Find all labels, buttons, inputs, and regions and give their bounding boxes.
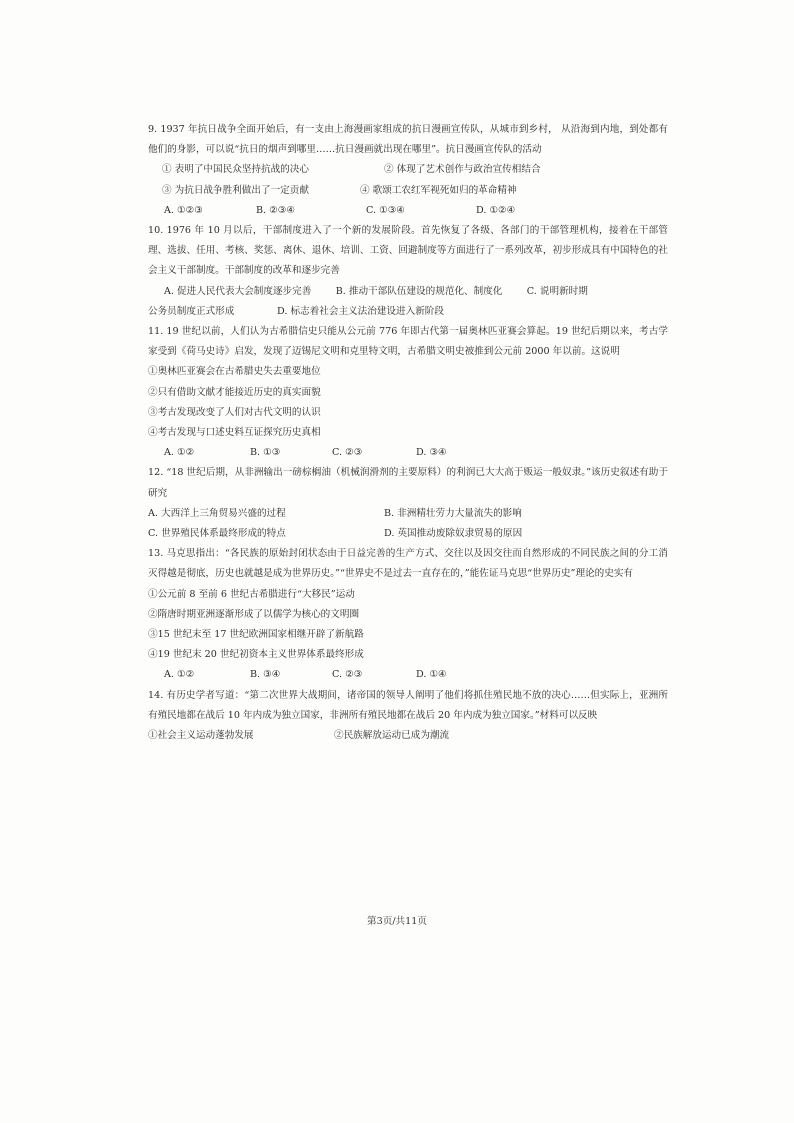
option-d: D. 英国推动废除奴隶贸易的原因 xyxy=(384,528,523,540)
option-a: A. 大西洋上三角贸易兴盛的过程 xyxy=(148,507,286,519)
statement-row xyxy=(148,160,668,180)
question-list xyxy=(148,120,668,746)
question-stem: 9. 1937 年抗日战争全面开始后，有一支由上海漫画家组成的抗日漫画宣传队，从城市到乡村， 从沿海到内地，到处都有他们的身影，可以说“抗日的烟声到哪里……抗日漫画就出现在哪里”。抗日漫画宣传队的活动 xyxy=(148,124,668,156)
question-12 xyxy=(148,463,668,544)
question-13 xyxy=(148,544,668,685)
statement: ④19 世纪末 20 世纪初资本主义世界体系最终形成 xyxy=(148,649,364,661)
statement-row xyxy=(148,726,668,746)
statement: ②民族解放运动已成为潮流 xyxy=(334,730,450,742)
option-b: B. 非洲精壮劳力大量流失的影响 xyxy=(384,507,522,519)
question-stem: 11. 19 世纪以前，人们认为古希腊信史只能从公元前 776 年即古代第一届奥林匹亚赛会算起。19 世纪后期以来，考古学家受到《荷马史诗》启发，发现了迈锡尼文明和克里特文明，古希腊文明史被推到公元前 2000 年以前。这说明 xyxy=(148,326,668,358)
option-d: D. ①④ xyxy=(416,669,447,681)
option-line: 公务员制度正式形成 D. 标志着社会主义法治建设进入新阶段 xyxy=(148,305,444,317)
question-9 xyxy=(148,120,668,221)
question-14 xyxy=(148,686,668,747)
question-11 xyxy=(148,322,668,463)
option-d: D. ①②④ xyxy=(476,204,516,216)
statement-row xyxy=(148,181,668,201)
question-stem: 13. 马克思指出：“各民族的原始封闭状态由于日益完善的生产方式、交往以及因交往而自然形成的不同民族之间的分工消灭得越是彻底，历史也就越是成为世界历史。”“世界史不是过去一直存在的，”能佐证马克思“世界历史”理论的史实有 xyxy=(148,548,668,580)
statement: ④考古发现与口述史料互证探究历史真相 xyxy=(148,427,321,439)
option-row xyxy=(148,504,668,524)
option-b: B. ①③ xyxy=(250,447,281,459)
statement: ① 表明了中国民众坚持抗战的决心 xyxy=(162,164,309,176)
question-stem: 10. 1976 年 10 月以后，干部制度进入了一个新的发展阶段。首先恢复了各级、各部门的干部管理机构，接着在干部管理、选拔、任用、考核、奖惩、离休、退休、培训、工资、回避制度等方面进行了一系列改革，初步形成具有中国特色的社会主义干部制度。干部制度的改革和逐步完善 xyxy=(148,225,668,277)
option-d: D. ③④ xyxy=(416,447,447,459)
statement: ①社会主义运动蓬勃发展 xyxy=(148,730,254,742)
option-row xyxy=(148,201,668,221)
page-number: 第3页/共11页 xyxy=(367,916,427,927)
option-c: C. ①③④ xyxy=(366,204,405,216)
question-stem: 12. “18 世纪后期，从非洲输出一磅棕榈油（机械润滑剂的主要原料）的利润已大大高于贩运一般奴隶。”该历史叙述有助于研究 xyxy=(148,467,668,499)
statement: ④ 歌颂工农红军视死如归的革命精神 xyxy=(360,184,517,196)
option-a: A. ①② xyxy=(164,447,195,459)
statement: ③ 为抗日战争胜利做出了一定贡献 xyxy=(162,184,309,196)
statement: ② 体现了艺术创作与政治宣传相结合 xyxy=(384,164,541,176)
option-a: A. ①②③ xyxy=(164,204,203,216)
option-c: C. 世界殖民体系最终形成的特点 xyxy=(148,528,286,540)
option-b: B. ③④ xyxy=(250,669,281,681)
statement: ③15 世纪末至 17 世纪欧洲国家相继开辟了新航路 xyxy=(148,629,364,641)
option-row xyxy=(148,443,668,463)
statement: ③考古发现改变了人们对古代文明的认识 xyxy=(148,406,321,418)
option-a: A. ①② xyxy=(164,669,195,681)
option-b: B. ②③④ xyxy=(256,204,295,216)
statement: ①公元前 8 至前 6 世纪古希腊进行“大移民”运动 xyxy=(148,588,355,600)
option-row xyxy=(148,524,668,544)
option-line: A. 促进人民代表大会制度逐步完善 B. 推动干部队伍建设的规范化、制度化 C. 说明新时期 xyxy=(164,285,588,297)
option-row xyxy=(148,665,668,685)
option-c: C. ②③ xyxy=(332,447,363,459)
statement: ①奥林匹亚赛会在古希腊史失去重要地位 xyxy=(148,366,321,378)
question-stem: 14. 有历史学者写道：“第二次世界大战期间，诸帝国的领导人阐明了他们将抓住殖民地不放的决心……但实际上，亚洲所有殖民地都在战后 10 年内成为独立国家，非洲所有殖民地都在战后 20 年内成为独立国家。”材料可以反映 xyxy=(148,689,668,721)
option-c: C. ②③ xyxy=(332,669,363,681)
question-10 xyxy=(148,221,668,322)
statement: ②隋唐时期亚洲逐渐形成了以儒学为核心的文明圈 xyxy=(148,608,360,620)
statement: ②只有借助文献才能接近历史的真实面貌 xyxy=(148,386,321,398)
